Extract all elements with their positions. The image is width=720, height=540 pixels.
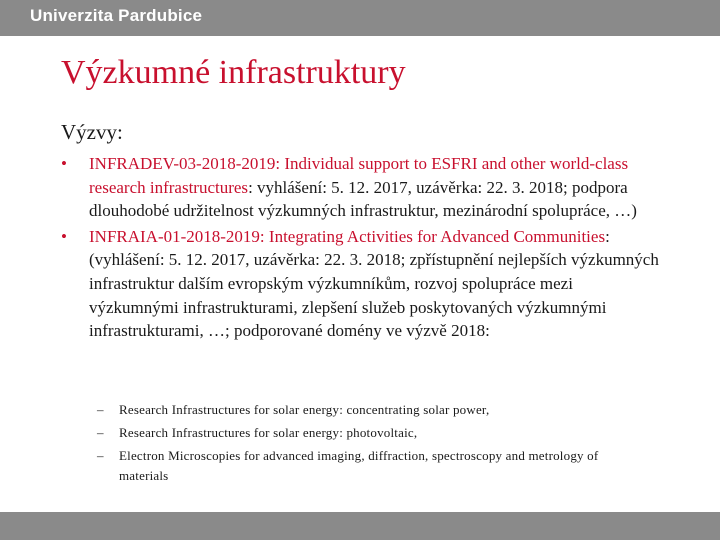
footer-bar [0,512,720,540]
bullet-item [61,225,661,343]
sub-bullet-text: Research Infrastructures for solar energy: concentrating solar power, [119,402,490,417]
dash-icon: – [97,402,104,417]
sub-bullet-item [97,400,617,420]
sub-bullet-text: Research Infrastructures for solar energy: photovoltaic, [119,425,418,440]
dash-icon: – [97,448,104,463]
university-logo-text: Univerzita Pardubice [30,6,203,25]
dash-icon: – [97,425,104,440]
call-title: INFRADEV-03-2018-2019: Individual support to ESFRI and other world-class research infrastructures [89,154,629,197]
header-bar [0,0,720,36]
slide-subtitle: Výzvy: [61,120,123,144]
call-details: : vyhlášení: 5. 12. 2017, uzávěrka: 22. 3. 2018; podpora dlouhodobé udržitelnost výzkumných infrastruktur, mezinárodní spolupráce, …) [89,177,637,221]
sub-bullet-text: Electron Microscopies for advanced imaging, diffraction, spectroscopy and metrology of materials [119,448,599,483]
bullet-list [61,152,661,345]
sub-bullet-item [97,446,617,486]
call-details: : (vyhlášení: 5. 12. 2017, uzávěrka: 22. 3. 2018; zpřístupnění nejlepších výzkumných infrastruktur dalším evropským výzkumníkům, rozvoj spolupráce mezi výzkumnými infrastrukturami, zlepšení služeb poskytovaných výzkumnými infrastrukturami, …; podporované domény ve výzvě 2018: [89,226,659,341]
bullet-icon: • [61,154,67,173]
sub-bullet-item [97,423,617,443]
bullet-item [61,152,661,223]
bullet-icon: • [61,226,67,246]
slide-title: Výzkumné infrastruktury [61,54,406,91]
call-title: INFRAIA-01-2018-2019: Integrating Activities for Advanced Communities [89,226,606,246]
sub-bullet-list [97,400,617,489]
